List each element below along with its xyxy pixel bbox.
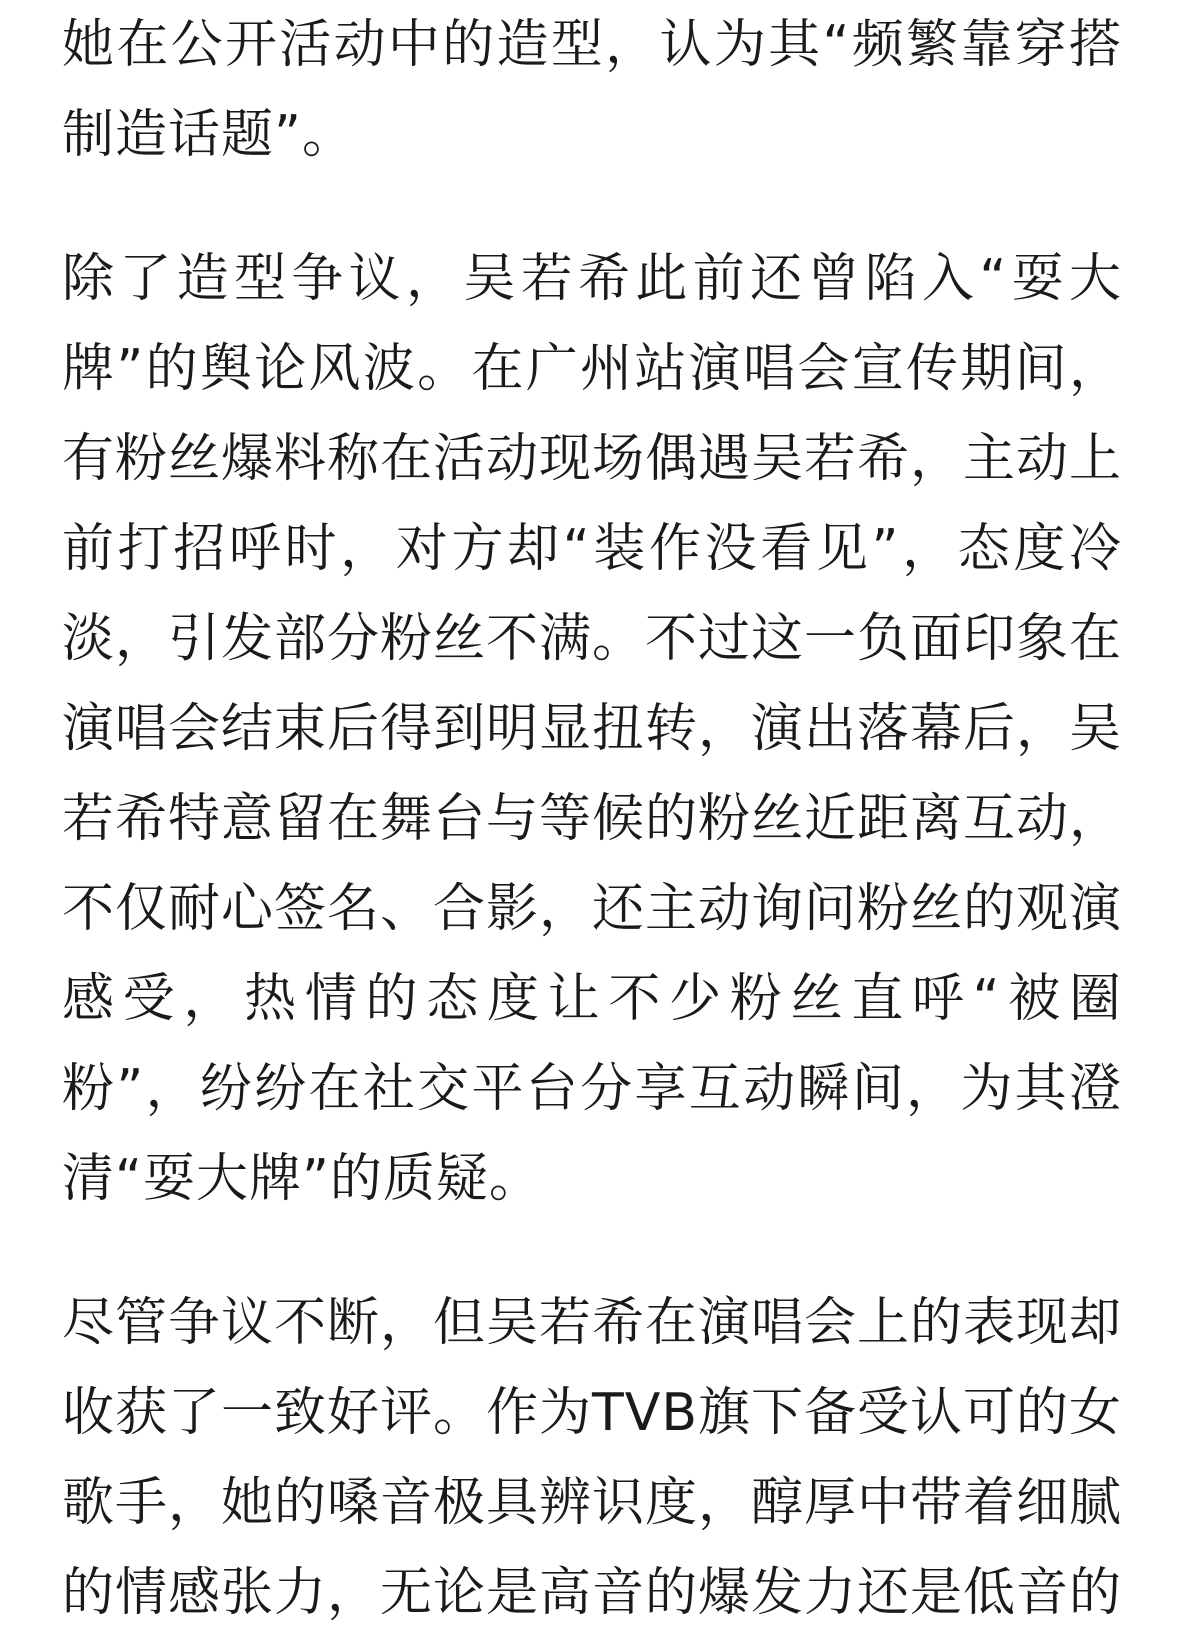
- article-body: [62, 0, 1122, 1638]
- article-paragraph: 她在公开活动中的造型，认为其“频繁靠穿搭制造话题”。: [62, 15, 1122, 165]
- article-paragraph: 除了造型争议，吴若希此前还曾陷入“耍大牌”的舆论风波。在广州站演唱会宣传期间，有粉丝爆料称在活动现场偶遇吴若希，主动上前打招呼时，对方却“装作没看见”，态度冷淡，引发部分粉丝不满。不过这一负面印象在演唱会结束后得到明显扭转，演出落幕后，吴若希特意留在舞台与等候的粉丝近距离互动，不仅耐心签名、合影，还主动询问粉丝的观演感受，热情的态度让不少粉丝直呼“被圈粉”，纷纷在社交平台分享互动瞬间，为其澄清“耍大牌”的质疑。: [62, 249, 1123, 1209]
- article-paragraph: 尽管争议不断，但吴若希在演唱会上的表现却收获了一致好评。作为TVB旗下备受认可的女歌手，她的嗓音极具辨识度，醇厚中带着细腻的情感张力，无论是高音的爆发力还是低音的: [62, 1293, 1123, 1623]
